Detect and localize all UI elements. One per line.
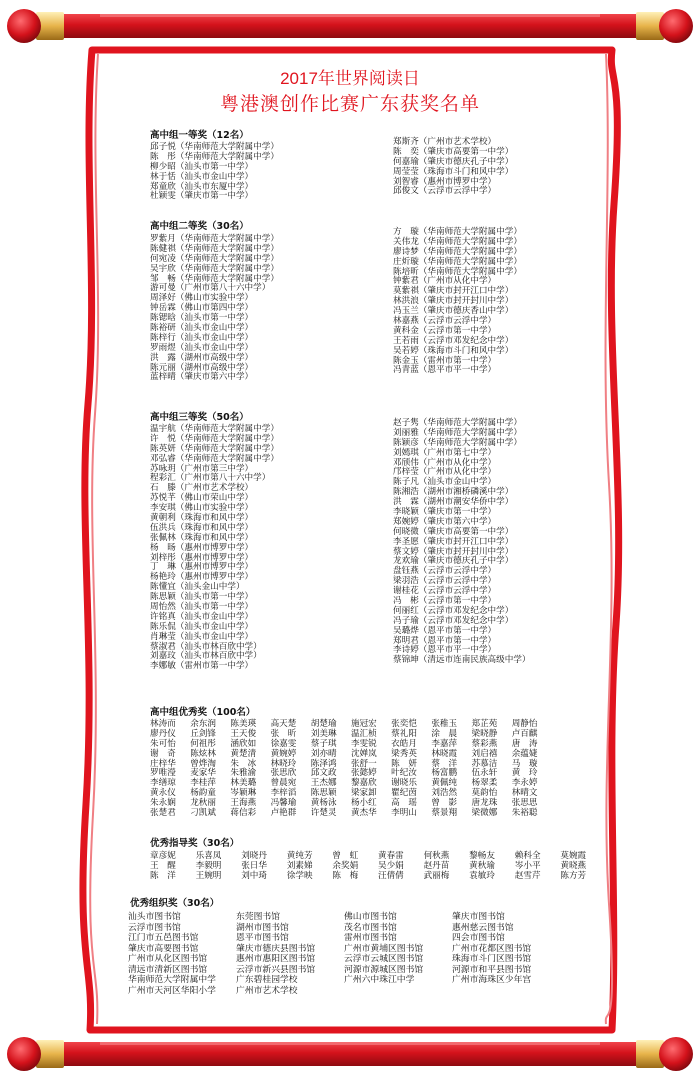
name-cell: 苏慕洁 bbox=[471, 758, 498, 769]
list-item: 蓝梓晴（肇庆市第六中学） bbox=[150, 372, 254, 383]
list-item: 杨 旸（惠州市博罗中学） bbox=[150, 542, 254, 553]
name-cell: 余东润 bbox=[190, 719, 216, 729]
name-cell: 东莞图书馆 bbox=[236, 912, 280, 922]
list-item: 林嘉燕（云浮市云浮中学） bbox=[393, 316, 497, 327]
third-prize-heading: 高中组三等奖（50名） bbox=[150, 412, 249, 423]
name-cell: 张 昕 bbox=[270, 728, 297, 739]
name-cell: 王天俊 bbox=[230, 728, 257, 739]
name-cell: 何秋燕 bbox=[423, 851, 450, 861]
name-cell: 梁微娜 bbox=[471, 808, 498, 819]
name-cell: 陈 洋 bbox=[150, 870, 176, 881]
list-item: 丁 琳（惠州市博罗中学） bbox=[150, 562, 254, 573]
list-item: 陈元丽（湖州市高级中学） bbox=[150, 362, 254, 373]
list-item: 肖琳莹（汕头市金山中学） bbox=[150, 631, 254, 642]
list-item: 周莹莹（珠海市斗门和风中学） bbox=[393, 166, 514, 177]
list-item: 陈思颖（汕头市第一中学） bbox=[150, 592, 254, 603]
list-item: 洪 露（湖州市高级中学） bbox=[150, 352, 254, 363]
name-cell: 林涛而 bbox=[150, 719, 176, 729]
second-prize-heading: 高中组二等奖（30名） bbox=[150, 221, 249, 232]
name-cell: 龙秋丽 bbox=[190, 798, 216, 809]
name-cell: 刘中琦 bbox=[241, 870, 267, 881]
name-cell: 蒋信彩 bbox=[230, 808, 257, 819]
list-item: 梁羽浩（云浮市云浮中学） bbox=[393, 576, 497, 587]
list-item: 庄炘璇（华南师范大学附属中学） bbox=[393, 256, 522, 267]
list-item: 刘嫣琪（广州市第七中学） bbox=[393, 447, 497, 458]
name-cell: 汕头市图书馆 bbox=[128, 912, 181, 922]
list-item: 邓弘睿（华南师范大学附属中学） bbox=[150, 453, 279, 464]
name-cell: 黄杰华 bbox=[350, 808, 377, 819]
list-item: 何晓微（肇庆市高要第一中学） bbox=[393, 526, 514, 537]
name-cell: 许楚灵 bbox=[310, 808, 337, 819]
name-cell: 杨韵童 bbox=[190, 788, 216, 799]
list-item: 冯 彬（云浮市第一中学） bbox=[393, 596, 497, 607]
list-item: 陈英妍（华南师范大学附属中学） bbox=[150, 443, 279, 454]
name-cell: 谢晓乐 bbox=[391, 778, 417, 789]
second-prize-left-list bbox=[150, 235, 279, 383]
page-title-line1: 2017年世界阅读日 bbox=[280, 69, 420, 88]
name-cell: 广州市天河区华阳小学 bbox=[128, 985, 216, 996]
name-cell: 张日华 bbox=[241, 860, 267, 871]
list-item: 陈子凡（汕头市金山中学） bbox=[393, 477, 497, 488]
name-cell: 麦家华 bbox=[190, 768, 216, 779]
name-cell: 刘亦晴 bbox=[310, 748, 337, 759]
name-cell: 武丽梅 bbox=[423, 870, 450, 881]
name-cell: 林美璐 bbox=[230, 778, 257, 789]
name-cell: 张思思 bbox=[511, 798, 538, 809]
name-cell: 华南师范大学附属中学 bbox=[128, 975, 216, 985]
list-item: 邹 畅（华南师范大学附属中学） bbox=[150, 273, 279, 284]
list-item: 陈颖彦（华南师范大学附属中学） bbox=[393, 437, 522, 448]
name-cell: 莫婉霞 bbox=[560, 851, 587, 861]
name-cell: 余蕴婕 bbox=[511, 748, 538, 759]
list-item: 杨艳玲（惠州市博罗中学） bbox=[150, 572, 254, 583]
name-cell: 林晓玲 bbox=[270, 758, 297, 769]
name-cell: 施冠宏 bbox=[350, 719, 377, 729]
name-cell: 叶纪汝 bbox=[391, 768, 417, 779]
list-item: 柳少昭（汕头市第一中学） bbox=[150, 161, 254, 172]
name-cell: 李毅明 bbox=[195, 860, 222, 871]
list-item: 陈湘浩（湖州市湘桥磷溪中学） bbox=[393, 487, 514, 498]
first-prize-right-list bbox=[393, 138, 513, 197]
name-cell: 恩平市图书馆 bbox=[236, 933, 289, 943]
list-item: 吴璐烨（恩平市第一中学） bbox=[393, 625, 497, 636]
name-cell: 陈炫林 bbox=[190, 748, 216, 759]
list-item: 陈锶晗（汕头市第一中学） bbox=[150, 313, 254, 324]
list-item: 温宇航（华南师范大学附属中学） bbox=[150, 424, 279, 434]
excellence-heading: 高中组优秀奖（100名） bbox=[150, 707, 256, 718]
name-cell: 赖科全 bbox=[514, 851, 541, 861]
list-item: 郑婉婷（肇庆市第六中学） bbox=[393, 516, 497, 527]
name-cell: 庄梓华 bbox=[150, 758, 176, 769]
name-cell: 张楚君 bbox=[150, 808, 176, 819]
name-cell: 王杰娜 bbox=[310, 778, 337, 789]
name-cell: 袁敏玲 bbox=[469, 870, 495, 881]
name-cell: 陈 梅 bbox=[332, 870, 359, 881]
list-item: 邱俊文（云浮市云浮中学） bbox=[393, 186, 497, 197]
name-cell: 刘晓丹 bbox=[241, 851, 267, 861]
list-item: 陈懂宜（汕头金山中学） bbox=[150, 582, 245, 593]
list-item: 游可曼（广州市第八十六中学） bbox=[150, 283, 271, 294]
list-item: 郑斯齐（广州市艺术学校） bbox=[393, 137, 497, 147]
list-item: 莫紫祺（肇庆市封开江口中学） bbox=[393, 286, 514, 297]
organizations-heading: 优秀组织奖（30名） bbox=[130, 898, 220, 909]
name-cell: 李缮琼 bbox=[150, 778, 176, 789]
list-item: 陈 彤（华南师范大学附属中学） bbox=[150, 151, 279, 162]
name-cell: 刘浩然 bbox=[431, 788, 458, 799]
list-item: 何嘉瑜（肇庆市德庆孔子中学） bbox=[393, 156, 514, 167]
list-item: 李圣愿（肇庆市封开江口中学） bbox=[393, 536, 514, 547]
name-cell: 蔡礼阳 bbox=[391, 728, 417, 739]
list-item: 陈梓行（汕头市金山中学） bbox=[150, 332, 254, 343]
list-item: 刘嘉玟（汕头市林百欣中学） bbox=[150, 651, 262, 662]
name-cell: 朱 冰 bbox=[230, 758, 257, 769]
name-cell: 赵雪芹 bbox=[514, 870, 541, 881]
name-cell: 河源市和平县图书馆 bbox=[452, 964, 532, 975]
list-item: 陈健祺（华南师范大学附属中学） bbox=[150, 243, 279, 254]
name-cell: 广州市海珠区少年宫 bbox=[452, 975, 532, 985]
list-item: 关伟龙（华南师范大学附属中学） bbox=[393, 236, 522, 247]
name-cell: 黎畅友 bbox=[469, 851, 495, 861]
third-prize-left-list bbox=[150, 425, 279, 672]
name-cell: 刘启禧 bbox=[471, 748, 498, 759]
teachers-heading: 优秀指导奖（30名） bbox=[150, 838, 240, 849]
list-item: 钟岳霖（佛山市第四中学） bbox=[150, 303, 254, 314]
name-cell: 杨富鹏 bbox=[431, 768, 458, 779]
name-cell: 蔡 洋 bbox=[431, 758, 458, 769]
name-cell: 蔡景翔 bbox=[431, 808, 458, 819]
name-cell: 周静怡 bbox=[511, 719, 538, 729]
name-cell: 张奕恺 bbox=[391, 719, 417, 729]
name-cell: 黄婉婷 bbox=[270, 748, 297, 759]
list-item: 赵子隽（华南师范大学附属中学） bbox=[393, 418, 522, 428]
name-cell: 四会市图书馆 bbox=[452, 933, 505, 943]
name-cell: 黄杨泳 bbox=[310, 798, 337, 809]
excellence-grid bbox=[150, 720, 552, 819]
name-cell: 梁秀英 bbox=[391, 748, 417, 759]
list-item: 黄朝利（珠海市和风中学） bbox=[150, 513, 254, 524]
name-cell: 王婉明 bbox=[195, 870, 222, 881]
name-cell: 黄永仪 bbox=[150, 788, 176, 799]
list-item: 李晓颖（肇庆市第一中学） bbox=[393, 507, 497, 518]
name-cell: 清远市清新区图书馆 bbox=[128, 964, 208, 975]
name-cell: 岑小平 bbox=[514, 860, 541, 871]
list-item: 洪 霖（湖州市潮安华侨中学） bbox=[393, 497, 514, 508]
name-cell: 涂 晨 bbox=[431, 728, 458, 739]
list-item: 蔡淑君（汕头市林百欣中学） bbox=[150, 641, 262, 652]
name-cell: 高 瑶 bbox=[391, 798, 417, 809]
name-cell: 沈婵岚 bbox=[350, 748, 377, 759]
list-item: 许铭真（汕头市金山中学） bbox=[150, 611, 254, 622]
first-prize-heading: 高中组一等奖（12名） bbox=[150, 130, 249, 141]
list-item: 蔡锦坤（清远市连南民族高级中学） bbox=[393, 655, 531, 666]
name-cell: 黄晓燕 bbox=[560, 860, 587, 871]
name-cell: 陈 妍 bbox=[391, 758, 417, 769]
name-cell: 张思欣 bbox=[270, 768, 297, 779]
name-cell: 唐 涛 bbox=[511, 738, 538, 749]
name-cell: 曾 影 bbox=[431, 798, 458, 809]
page-title-line2: 粤港澳创作比赛广东获奖名单 bbox=[219, 94, 480, 115]
list-item: 杜颖雯（肇庆市第一中学） bbox=[150, 191, 254, 202]
list-item: 李安琪（佛山市实验中学） bbox=[150, 503, 254, 514]
name-cell: 岑颖琳 bbox=[230, 788, 257, 799]
list-item: 刘丽雅（华南师范大学附属中学） bbox=[393, 427, 522, 438]
name-cell: 杨小红 bbox=[350, 798, 377, 809]
second-prize-right-list bbox=[393, 228, 522, 376]
name-cell: 佛山市图书馆 bbox=[344, 912, 397, 922]
name-cell: 惠州慈云图书馆 bbox=[452, 922, 514, 933]
name-cell: 肇庆市图书馆 bbox=[452, 912, 505, 922]
name-cell: 马 璇 bbox=[511, 758, 538, 769]
list-item: 李娜敏（雷州市第一中学） bbox=[150, 661, 254, 672]
name-cell: 云浮市图书馆 bbox=[128, 922, 181, 933]
list-item: 程彩汇（广州市第八十六中学） bbox=[150, 473, 271, 484]
list-item: 李诗婷（恩平市平一中学） bbox=[393, 645, 497, 656]
name-cell: 胡楚瑜 bbox=[310, 719, 337, 729]
name-cell: 湖州市图书馆 bbox=[236, 922, 289, 933]
name-cell: 莫韵怡 bbox=[471, 788, 498, 799]
first-prize-left-list bbox=[150, 143, 279, 202]
list-item: 罗紫月（华南师范大学附属中学） bbox=[150, 234, 279, 244]
name-cell: 杨翠柔 bbox=[471, 778, 498, 789]
name-cell: 朱永娴 bbox=[150, 798, 176, 809]
list-item: 盘钰燕（云浮市云浮中学） bbox=[393, 566, 497, 577]
name-cell: 黎嘉欣 bbox=[350, 778, 377, 789]
teachers-grid bbox=[150, 852, 606, 882]
name-cell: 河源市源城区图书馆 bbox=[344, 964, 424, 975]
name-cell: 惠州市惠阳区图书馆 bbox=[236, 954, 316, 964]
name-cell: 广东碧桂园学校 bbox=[236, 975, 298, 985]
name-cell: 张稚玉 bbox=[431, 719, 458, 729]
list-item: 林洪浪（肇庆市封开封川中学） bbox=[393, 296, 514, 307]
name-cell: 李桂萍 bbox=[190, 778, 216, 789]
list-item: 黄科金（云浮市第一中学） bbox=[393, 325, 497, 336]
name-cell: 李梓滔 bbox=[270, 788, 297, 799]
name-cell: 邱文政 bbox=[310, 768, 337, 779]
name-cell: 黄秋瑜 bbox=[469, 860, 495, 871]
name-cell: 李雯锐 bbox=[350, 738, 377, 749]
scroll-bottom-rod bbox=[0, 1030, 700, 1081]
list-item: 龙欢瑜（肇庆市德庆孔子中学） bbox=[393, 556, 514, 567]
name-cell: 罗唯瀅 bbox=[150, 768, 176, 779]
list-item: 吴宇欣（华南师范大学附属中学） bbox=[150, 263, 279, 274]
name-cell: 黄纯芳 bbox=[286, 851, 313, 861]
name-cell: 朱雅渝 bbox=[230, 768, 257, 779]
name-cell: 刘美琳 bbox=[310, 728, 337, 739]
name-cell: 云浮市新兴县图书馆 bbox=[236, 964, 316, 975]
name-cell: 朱裕聪 bbox=[511, 808, 538, 819]
name-cell: 刁凯斌 bbox=[190, 808, 216, 819]
list-item: 何宛凌（华南师范大学附属中学） bbox=[150, 253, 279, 264]
name-cell: 肇庆市德庆县图书馆 bbox=[236, 943, 316, 954]
list-item: 陈乐侃（汕头市金山中学） bbox=[150, 621, 254, 632]
name-cell: 梁晓静 bbox=[471, 728, 498, 739]
name-cell: 余奖娟 bbox=[332, 860, 359, 871]
list-item: 陈 奕（肇庆市高要第一中学） bbox=[393, 146, 514, 157]
list-item: 谢桂花（云浮市云浮中学） bbox=[393, 586, 497, 597]
name-cell: 梁家卸 bbox=[350, 788, 377, 799]
list-item: 许 悦（华南师范大学附属中学） bbox=[150, 433, 279, 444]
list-item: 王若雨（云浮市邓发纪念中学） bbox=[393, 335, 514, 346]
name-cell: 郑芷苑 bbox=[471, 719, 498, 729]
name-cell: 江门市五邑图书馆 bbox=[128, 933, 199, 943]
list-item: 陈裕研（汕头市金山中学） bbox=[150, 323, 254, 334]
name-cell: 丘剑锋 bbox=[190, 728, 216, 739]
name-cell: 李嘉萍 bbox=[431, 738, 458, 749]
list-item: 吴若婷（珠海市斗门和风中学） bbox=[393, 345, 514, 356]
name-cell: 张舒一 bbox=[350, 758, 377, 769]
list-item: 邱子悦（华南师范大学附属中学） bbox=[150, 142, 279, 152]
list-item: 苏咏玥（广州市第三中学） bbox=[150, 463, 254, 474]
list-item: 陈培昕（华南师范大学附属中学） bbox=[393, 266, 522, 277]
third-prize-right-list bbox=[393, 419, 531, 666]
list-item: 方 璇（华南师范大学附属中学） bbox=[393, 227, 522, 237]
name-cell: 广州六中珠江中学 bbox=[344, 975, 415, 985]
name-cell: 卢百麒 bbox=[511, 728, 538, 739]
list-item: 林于恬（汕头市金山中学） bbox=[150, 171, 254, 182]
name-cell: 卢艳群 bbox=[270, 808, 297, 819]
name-cell: 珠海市斗门区图书馆 bbox=[452, 954, 532, 964]
name-cell: 温汇桢 bbox=[350, 728, 377, 739]
name-cell: 曾烨淘 bbox=[190, 758, 216, 769]
list-item: 刘梓彤（惠州市博罗中学） bbox=[150, 552, 254, 563]
list-item: 苏悦芊（佛山市荣山中学） bbox=[150, 493, 254, 504]
list-item: 陈金玉（雷州市第一中学） bbox=[393, 355, 497, 366]
name-cell: 黄楚清 bbox=[230, 748, 257, 759]
name-cell: 茂名市图书馆 bbox=[344, 922, 397, 933]
name-cell: 陈方芳 bbox=[560, 870, 587, 881]
name-cell: 蔡彩燕 bbox=[471, 738, 498, 749]
name-cell: 涵欣如 bbox=[230, 738, 257, 749]
name-cell: 张懿婷 bbox=[350, 768, 377, 779]
list-item: 何丽红（云浮市邓发纪念中学） bbox=[393, 605, 514, 616]
name-cell: 李明山 bbox=[391, 808, 417, 819]
organizations-grid bbox=[128, 912, 560, 996]
list-item: 罗雨煜（汕头市金山中学） bbox=[150, 342, 254, 353]
name-cell: 陈美瑛 bbox=[230, 719, 257, 729]
name-cell: 冯馨瑜 bbox=[270, 798, 297, 809]
name-cell: 黄佩纯 bbox=[431, 778, 458, 789]
name-cell: 汪倩倩 bbox=[377, 870, 404, 881]
name-cell: 唐龙珠 bbox=[471, 798, 498, 809]
list-item: 郑明君（恩平市第一中学） bbox=[393, 635, 497, 646]
list-item: 冯青蓝（恩平市平一中学） bbox=[393, 365, 497, 376]
list-item: 邓颀伟（广州市从化中学） bbox=[393, 457, 497, 468]
name-cell: 陈思颖 bbox=[310, 788, 337, 799]
name-cell: 朱可怡 bbox=[150, 738, 176, 749]
scroll-top-rod bbox=[0, 0, 700, 52]
name-cell: 广州市从化区图书馆 bbox=[128, 954, 208, 964]
name-cell: 廖丹仪 bbox=[150, 728, 176, 739]
list-item: 钟紫君（广州市从化中学） bbox=[393, 276, 497, 287]
name-cell: 瞿纪茵 bbox=[391, 788, 417, 799]
list-item: 廖诗梦（华南师范大学附属中学） bbox=[393, 246, 522, 257]
name-cell: 王 醒 bbox=[150, 860, 176, 871]
name-cell: 肇庆市高要图书馆 bbox=[128, 943, 199, 954]
name-cell: 蔡子琪 bbox=[310, 738, 337, 749]
name-cell: 云浮市云城区图书馆 bbox=[344, 954, 424, 964]
name-cell: 雷州市图书馆 bbox=[344, 933, 397, 943]
list-item: 郑童欣（汕头市东厦中学） bbox=[150, 181, 254, 192]
name-cell: 刘素娣 bbox=[286, 860, 313, 871]
list-item: 周泽好（佛山市实验中学） bbox=[150, 293, 254, 304]
list-item: 冯玉兰（肇庆市德庆香山中学） bbox=[393, 306, 514, 317]
name-cell: 广州市艺术学校 bbox=[236, 985, 298, 996]
list-item: 蔡文婷（肇庆市封开封川中学） bbox=[393, 546, 514, 557]
list-item: 刘智睿（惠州市博罗中学） bbox=[393, 176, 497, 187]
name-cell: 赵丹苗 bbox=[423, 860, 450, 871]
name-cell: 广州市花都区图书馆 bbox=[452, 943, 532, 954]
list-item: 冯子瑜（云浮市邓发纪念中学） bbox=[393, 615, 514, 626]
name-cell: 吴少娟 bbox=[377, 860, 404, 871]
name-cell: 谢 奇 bbox=[150, 748, 176, 759]
name-cell: 高天楚 bbox=[270, 719, 297, 729]
list-item: 伍洪兵（珠海市和风中学） bbox=[150, 522, 254, 533]
name-cell: 王海燕 bbox=[230, 798, 257, 809]
name-cell: 曾 虹 bbox=[332, 851, 359, 861]
name-cell: 林晴文 bbox=[511, 788, 538, 799]
list-item: 周怡然（汕头市第一中学） bbox=[150, 602, 254, 613]
name-cell: 徐学映 bbox=[286, 870, 313, 881]
name-cell: 黄 玲 bbox=[511, 768, 538, 779]
list-item: 邝梓莹（广州市从化中学） bbox=[393, 467, 497, 478]
name-cell: 伍永轩 bbox=[471, 768, 498, 779]
name-cell: 衣皓月 bbox=[391, 738, 417, 749]
name-cell: 章彦妮 bbox=[150, 851, 176, 861]
name-cell: 林晓霞 bbox=[431, 748, 458, 759]
list-item: 石 滕（广州市艺术学校） bbox=[150, 483, 254, 494]
name-cell: 曾晨宛 bbox=[270, 778, 297, 789]
name-cell: 陈泽鸿 bbox=[310, 758, 337, 769]
name-cell: 何祖彤 bbox=[190, 738, 216, 749]
name-cell: 乐喜凤 bbox=[195, 851, 222, 861]
name-cell: 徐嘉雯 bbox=[270, 738, 297, 749]
list-item: 张佩林（珠海市和风中学） bbox=[150, 532, 254, 543]
name-cell: 广州市黄埔区图书馆 bbox=[344, 943, 424, 954]
name-cell: 李永婷 bbox=[511, 778, 538, 789]
name-cell: 黄春雷 bbox=[377, 851, 404, 861]
